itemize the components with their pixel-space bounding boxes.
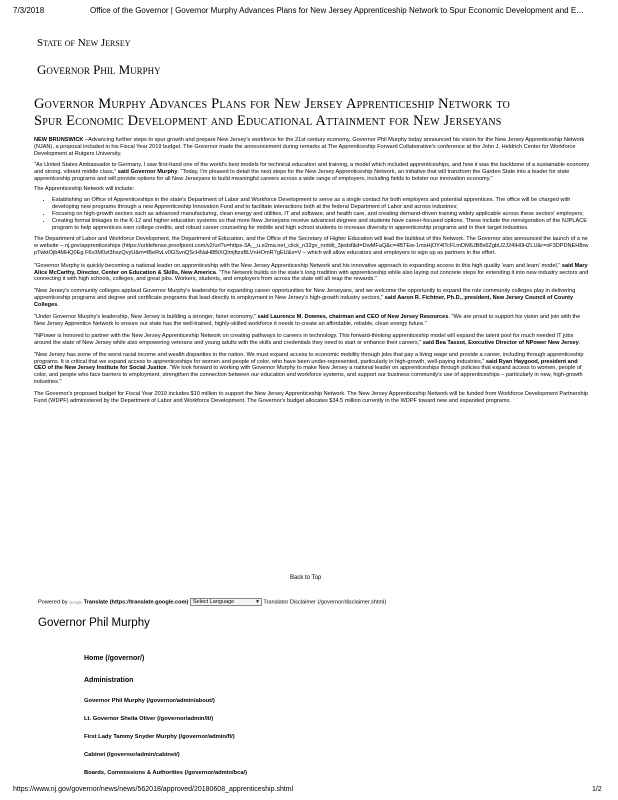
quote-text: "New Jersey's community colleges applaud Governor Murphy's leadership for expanding career opportunities for New Jerseyans, and we welcome the opportunity to expand the role community colleges play in delivering apprenticeship programs and degree and certificate programs that lead directly to employment in New Jersey's high-growth industry sectors," — [34, 288, 576, 302]
language-select-value: Select Language — [192, 599, 235, 605]
quote-text: "NPower is honored to partner with the New Jersey Apprenticeship Network on creating pathways to careers in technology. This forward-thinking apprenticeship model will expand the talent pool for much needed IT jobs around the state of New Jersey while also empowering veterans and young adults with the skills and credentials they need to start or enhance their careers," — [34, 332, 574, 346]
quote-speaker: said Ryan Haygood, president and CEO of the New Jersey Institute for Social Justice — [34, 358, 578, 372]
administration-heading: Administration — [84, 677, 134, 684]
quote-text: . — [578, 339, 581, 346]
bullet-item: • Establishing an Office of Apprenticeships in the state's Department of Labor and Workforce Development to serve as a single contact for both employers and potential apprentices. The office will be charged with developing new programs through a new Apprenticeship Innovation Fund and to facilitate interactions both at the federal Department of Labor and across industries; — [52, 197, 590, 211]
haygood-quote — [34, 352, 590, 387]
quote-text: . "We look forward to working with Governor Murphy to make New Jersey a national leader on apprenticeships through policies that expand access to women, people of color, and people who face barriers to employment, strengthen the connection between our education and workforce systems, and support our business community's use of apprenticeships – particularly in new, high-growth industries." — [34, 365, 583, 386]
headline-line-1: Governor Murphy Advances Plans for New Jersey Apprenticeship Network to — [34, 96, 511, 112]
admin-link[interactable]: Boards, Commissions & Authorities (/governor/admin/bca/) — [84, 770, 248, 776]
admin-link[interactable]: Lt. Governor Sheila Oliver (/governor/admin/lt/) — [84, 716, 214, 722]
dateline: NEW BRUNSWICK — [34, 137, 84, 143]
print-url: https://www.nj.gov/governor/news/news/562018/approved/20180608_apprenticeship.shtml — [13, 786, 294, 793]
admin-link[interactable]: Cabinet (/governor/admin/cabinet/) — [84, 752, 180, 758]
governor-site-title[interactable]: Governor Phil Murphy — [37, 62, 161, 77]
governor-quote — [34, 162, 590, 183]
bullet-item: • Creating formal linkages to the K-12 and higher education systems so that more New Jerseyans receive advanced degrees and students have career-focused options. These include the reinvigoration of the NJPLACE program to help apprentices earn college credits, and robust career counseling for middle and high school students to increase diversity in apprenticeship programs and in their target industries. — [52, 218, 590, 232]
quote-speaker: said Aaron R. Fichtner, Ph.D., president, New Jersey Council of County Colleges — [34, 295, 574, 309]
downes-quote — [34, 314, 590, 328]
home-link[interactable]: Home (/governor/) — [84, 655, 145, 662]
chevron-down-icon: ▾ — [256, 599, 259, 605]
intro-text: –Advancing further steps to spur growth and prepare New Jersey's workforce for the 21st century economy, Governor Phil Murphy today announced his vision for the New Jersey Apprenticeship Network (NJAN), a proposal included in his Fiscal Year 2019 budget. The Governor made the announcement during remarks at The Apprenticeship Forward Collaborative's conference at the John J. Heldrich Center for Workforce Development at Rutgers University. — [34, 137, 585, 157]
translator-disclaimer-link[interactable]: Translator Disclaimer (/governor/disclaimer.shtml) — [263, 599, 387, 606]
print-date: 7/3/2018 — [13, 6, 45, 15]
back-to-top-link[interactable]: Back to Top — [290, 575, 322, 581]
footer-title: Governor Phil Murphy — [38, 617, 150, 629]
website-paragraph: The Department of Labor and Workforce Development, the Department of Education, and the Office of the Secretary of Higher Education will lead the buildout of this Network. The Governor also announced the launch of a new website – nj.gov/apprenticeships (https://urldefense.proofpoint.com/v2/url?u=https-3A__u.e2ma.net_click_n32gv_nrddit_3jedsf&d=DwMFaQ&c=4BTEw-1msHjOY4lTcFLmDM6JB8x6ZgbU2J24IH0HZLU&r=xF3DPDNEH8rwpTwktOjb4MHQ0Eg F6v3M0zt3hszQvyU&m=lBeRvLv0GSvnQScHNaH8BiXQImjftzxBLVnHOmR7gEU&s=V – which will allow educators and employers to sign up as partners in the effort. — [34, 235, 589, 256]
mccarthy-quote — [34, 263, 590, 284]
quote-speaker: said Bea Tassot, Executive Director of NPower New Jersey — [421, 339, 579, 346]
article-headline — [34, 96, 610, 130]
quote-text: "New Jersey has some of the worst racial income and wealth disparities in the nation. We must expand access to economic mobility through jobs that pay a living wage and provide a career, including through apprenticeship programs. It is critical that we expand access to apprenticeships for women and people of color, who have been under-represented, particularly in high-growth, well-paying industries," — [34, 351, 584, 365]
print-title: Office of the Governor | Governor Murphy Advances Plans for New Jersey Apprenticeship Network to Spur Economic Development and E… — [90, 6, 585, 15]
quote-text: "Under Governor Murphy's leadership, New Jersey is building a stronger, fairer economy," — [34, 314, 256, 321]
budget-paragraph: The Governor's proposed budget for Fiscal Year 2019 includes $10 million to support the New Jersey Apprenticeship Network. The New Jersey Apprenticeship Network will be funded from Workforce Development Partnership Fund (WDPF) administered by the Department of Labor and Workforce Development. The Governor's budget allocates $34.5 million currently in the WDPF toward new and expanded programs. — [34, 391, 588, 405]
quote-speaker: said Mary Alice McCarthy, Director, Center on Education & Skills, New America — [34, 262, 588, 276]
google-logo: Google — [69, 599, 83, 605]
quote-text: "Governor Murphy is quickly becoming a national leader on apprenticeship with the New Jersey Apprenticeship Network and his innovative approach to expanding access to this high quality 'earn and learn' model," — [34, 262, 561, 269]
intro-paragraph — [34, 137, 590, 158]
admin-link[interactable]: First Lady Tammy Snyder Murphy (/governor/admin/fl/) — [84, 734, 235, 740]
headline-line-2: Spur Economic Development and Educational Attainment for New Jerseyans — [34, 113, 502, 129]
quote-text: . — [57, 302, 59, 309]
network-intro: The Apprenticeship Network will include: — [34, 186, 135, 193]
admin-link[interactable]: Governor Phil Murphy (/governor/admin/about/) — [84, 698, 215, 704]
page-number: 1/2 — [592, 786, 602, 793]
quote-text: "As United States Ambassador to Germany, I saw first-hand one of the world's best models for technical education and training, a model which included apprenticeships, and how it was the backbone of a sustainable economy and strong, vibrant middle class," — [34, 161, 590, 175]
state-of-new-jersey-link[interactable]: State of New Jersey — [37, 37, 131, 49]
quote-text: . "The Network builds on the state's long tradition with apprenticeship while also laying out concrete steps for extending it into new industry sectors and connecting it with high schools, colleges, and great jobs. Workers, students, and employers from across the state will all reap the rewards." — [34, 269, 589, 283]
tassot-quote — [34, 333, 590, 347]
translate-bar — [38, 598, 386, 606]
article-body — [34, 137, 590, 405]
bullet-item: • Focusing on high-growth sectors such as advanced manufacturing, clean energy and utilities, IT and software, and health care, and creating demand-driven training widely applicable across these sectors' employers; — [52, 211, 590, 218]
quote-speaker: said Laurence M. Downes, chairman and CEO of New Jersey Resources — [255, 314, 449, 321]
fichtner-quote — [34, 288, 590, 309]
network-bullets — [34, 197, 590, 232]
quote-text: . "We are proud to support his vision and join with the New Jersey Apprentice Network to ensure our state has the well-trained, highly-skilled workforce it needs to create an affordable, reliable, clean energy future." — [34, 314, 581, 327]
language-select[interactable] — [190, 598, 262, 606]
translate-link[interactable]: Translate (https://translate.google.com) — [83, 599, 189, 606]
quote-text: . "Today, I'm pleased to detail the next steps for the New Jersey Apprenticeship Network, an initiative that will transform the Garden State into a leader for state apprenticeship programs and will provide options for all New Jerseyans to build meaningful careers across a wide range of employers, including fields to bolster our innovation economy." — [34, 168, 570, 182]
quote-speaker: said Governor Murphy — [116, 168, 178, 175]
powered-by-label: Powered by — [38, 599, 68, 606]
